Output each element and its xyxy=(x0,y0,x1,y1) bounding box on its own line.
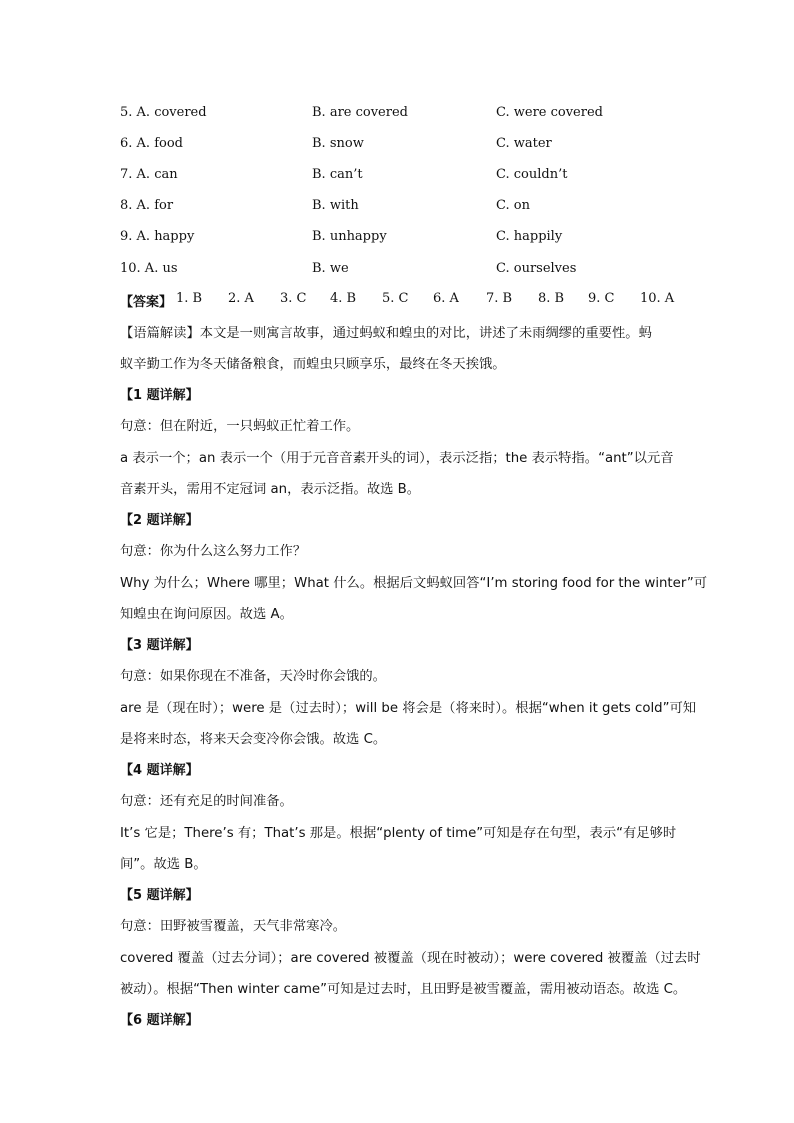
option-a: 8. A. for xyxy=(120,198,174,213)
option-a: 9. A. happy xyxy=(120,229,195,244)
sentence-meaning: 句意：但在附近，一只蚂蚁正忙着工作。 xyxy=(120,419,360,434)
passage-intro-line: 【语篇解读】本文是一则寓言故事，通过蚂蚁和蝗虫的对比，讲述了未雨绸缪的重要性。蚂 xyxy=(120,326,652,341)
explanation-line: 是将来时态，将来天会变冷你会饿。故选 C。 xyxy=(120,732,387,747)
option-b: B. snow xyxy=(312,136,364,151)
option-row xyxy=(120,229,680,249)
option-b: B. are covered xyxy=(312,105,408,120)
answer-item: 8. B xyxy=(538,291,565,306)
answer-item: 1. B xyxy=(176,291,203,306)
explanation-line: 被动）。根据“Then winter came”可知是过去时，且田野是被雪覆盖，需用被动语态。故选 C。 xyxy=(120,982,687,997)
answer-item: 6. A xyxy=(433,291,459,306)
option-b: B. unhappy xyxy=(312,229,387,244)
explanation-line: are 是（现在时）；were 是（过去时）；will be 将会是（将来时）。根据“when it gets cold”可知 xyxy=(120,701,697,716)
option-row xyxy=(120,136,680,156)
option-c: C. ourselves xyxy=(496,261,577,276)
section-heading: 【3 题详解】 xyxy=(120,638,199,653)
section-heading: 【5 题详解】 xyxy=(120,888,199,903)
option-row xyxy=(120,198,680,218)
passage-intro-line: 蚁辛勤工作为冬天储备粮食，而蝗虫只顾享乐，最终在冬天挨饿。 xyxy=(120,357,506,372)
option-b: B. we xyxy=(312,261,349,276)
explanation-line: It’s 它是；There’s 有；That’s 那是。根据“plenty of time”可知是存在句型，表示“有足够时 xyxy=(120,826,677,841)
option-c: C. were covered xyxy=(496,105,603,120)
answer-item: 2. A xyxy=(228,291,254,306)
sentence-meaning: 句意：田野被雪覆盖，天气非常寒冷。 xyxy=(120,919,347,934)
answer-item: 5. C xyxy=(382,291,409,306)
explanation-line: 知蝗虫在询问原因。故选 A。 xyxy=(120,607,293,622)
option-a: 10. A. us xyxy=(120,261,178,276)
section-heading: 【2 题详解】 xyxy=(120,513,199,528)
option-row xyxy=(120,261,680,281)
sentence-meaning: 句意：你为什么这么努力工作？ xyxy=(120,544,307,559)
section-heading: 【1 题详解】 xyxy=(120,388,199,403)
explanation-line: 间”。故选 B。 xyxy=(120,857,207,872)
option-b: B. can’t xyxy=(312,167,363,182)
option-c: C. couldn’t xyxy=(496,167,568,182)
answer-item: 10. A xyxy=(640,291,675,306)
option-c: C. happily xyxy=(496,229,563,244)
answer-item: 3. C xyxy=(280,291,307,306)
answer-label: 【答案】 xyxy=(120,295,173,310)
section-heading: 【6 题详解】 xyxy=(120,1013,199,1028)
option-row xyxy=(120,105,680,125)
explanation-line: 音素开头，需用不定冠词 an，表示泛指。故选 B。 xyxy=(120,482,421,497)
option-a: 7. A. can xyxy=(120,167,178,182)
answer-item: 4. B xyxy=(330,291,357,306)
option-a: 5. A. covered xyxy=(120,105,207,120)
option-a: 6. A. food xyxy=(120,136,183,151)
option-c: C. on xyxy=(496,198,530,213)
option-b: B. with xyxy=(312,198,359,213)
explanation-line: covered 覆盖（过去分词）；are covered 被覆盖（现在时被动）；were covered 被覆盖（过去时 xyxy=(120,951,701,966)
explanation-line: a 表示一个；an 表示一个（用于元音音素开头的词），表示泛指；the 表示特指。“ant”以元音 xyxy=(120,451,674,466)
answer-key xyxy=(120,291,680,311)
answer-item: 9. C xyxy=(588,291,615,306)
option-c: C. water xyxy=(496,136,552,151)
option-row xyxy=(120,167,680,187)
explanation-line: Why 为什么；Where 哪里；What 什么。根据后文蚂蚁回答“I’m storing food for the winter”可 xyxy=(120,576,708,591)
sentence-meaning: 句意：还有充足的时间准备。 xyxy=(120,794,293,809)
section-heading: 【4 题详解】 xyxy=(120,763,199,778)
sentence-meaning: 句意：如果你现在不准备，天冷时你会饿的。 xyxy=(120,669,386,684)
answer-item: 7. B xyxy=(486,291,513,306)
